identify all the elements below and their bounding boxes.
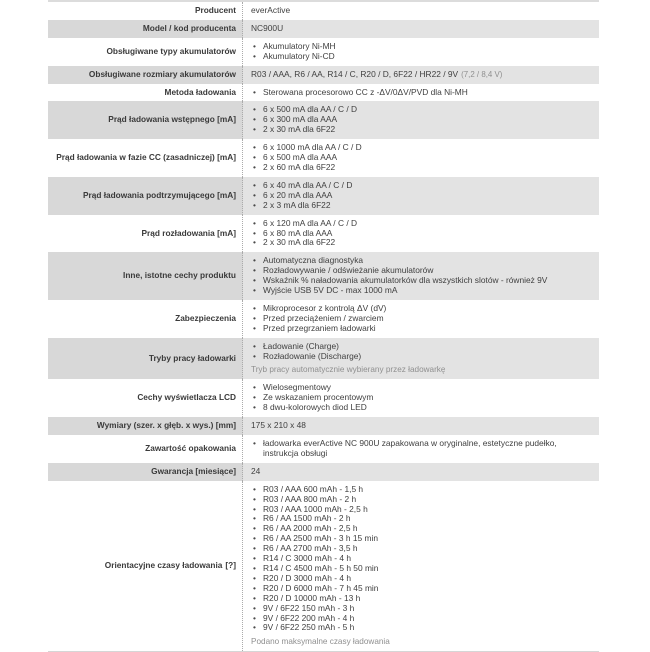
spec-row-label (48, 417, 243, 435)
spec-row-value (243, 215, 599, 253)
spec-bullet-list (251, 485, 591, 634)
spec-label-text: Zawartość opakowania (145, 442, 236, 453)
spec-bullet-item: • R20 / D 3000 mAh - 4 h (251, 574, 591, 584)
spec-bullet-item: • 6 x 20 mA dla AAA (251, 191, 591, 201)
spec-bullet-item: • Rozładowywanie / odświeżanie akumulatorów (251, 266, 591, 276)
spec-bullet-item: • 8 dwu-kolorowych diod LED (251, 403, 591, 413)
spec-row-value (243, 417, 599, 435)
spec-bullet-item: • Wyjście USB 5V DC - max 1000 mA (251, 286, 591, 296)
spec-row (48, 463, 599, 481)
spec-label-text: Gwarancja [miesiące] (151, 465, 236, 476)
spec-bullet-item: • Mikroprocesor z kontrolą ΔV (dV) (251, 304, 591, 314)
spec-bullet-item: • Przed przegrzaniem ładowarki (251, 324, 591, 334)
spec-row-label (48, 463, 243, 481)
spec-bullet-list (251, 42, 591, 62)
spec-bullet-list (251, 383, 591, 413)
spec-row (48, 435, 599, 463)
spec-row-value (243, 338, 599, 380)
spec-bullet-item: • R03 / AAA 800 mAh - 2 h (251, 495, 591, 505)
spec-bullet-item: • 6 x 300 mA dla AAA (251, 115, 591, 125)
spec-value-text (251, 6, 591, 16)
spec-row-value (243, 481, 599, 652)
spec-bullet-item: • Akumulatory Ni-CD (251, 52, 591, 62)
spec-bullet-item: • Wielosegmentowy (251, 383, 591, 393)
spec-bullet-item: • R03 / AAA 600 mAh - 1,5 h (251, 485, 591, 495)
spec-label-text: Inne, istotne cechy produktu (123, 270, 236, 281)
spec-bullet-item: • 2 x 30 mA dla 6F22 (251, 125, 591, 135)
spec-value-text (251, 467, 591, 477)
spec-row-label (48, 379, 243, 417)
spec-bullet-item: • 2 x 60 mA dla 6F22 (251, 163, 591, 173)
spec-row-label (48, 300, 243, 338)
spec-bullet-item: • 2 x 30 mA dla 6F22 (251, 238, 591, 248)
spec-bullet-item: • Ze wskazaniem procentowym (251, 393, 591, 403)
spec-label-text: Model / kod producenta (142, 22, 236, 33)
spec-bullet-item: • R6 / AA 2700 mAh - 3,5 h (251, 544, 591, 554)
spec-bullet-item: • 9V / 6F22 150 mAh - 3 h (251, 604, 591, 614)
spec-bullet-item: • Automatyczna diagnostyka (251, 256, 591, 266)
spec-row-label (48, 139, 243, 177)
spec-value-text (251, 421, 591, 431)
spec-bullet-item: • R6 / AA 2000 mAh - 2,5 h (251, 524, 591, 534)
spec-bullet-item: • R20 / D 10000 mAh - 13 h (251, 594, 591, 604)
spec-row-label (48, 177, 243, 215)
spec-bullet-list (251, 181, 591, 211)
spec-row (48, 20, 599, 38)
spec-bullet-list (251, 88, 591, 98)
spec-bullet-item: • 6 x 500 mA dla AA / C / D (251, 105, 591, 115)
spec-row (48, 300, 599, 338)
spec-label-text: Orientacyjne czasy ładowania (104, 560, 223, 571)
spec-bullet-item: • R14 / C 4500 mAh - 5 h 50 min (251, 564, 591, 574)
spec-value-main: 175 x 210 x 48 (251, 420, 306, 431)
spec-bullet-item: • 6 x 40 mA dla AA / C / D (251, 181, 591, 191)
spec-bullet-item: • Akumulatory Ni-MH (251, 42, 591, 52)
spec-row (48, 252, 599, 300)
spec-row (48, 338, 599, 380)
spec-row-value (243, 139, 599, 177)
spec-bullet-item: • 9V / 6F22 250 mAh - 5 h (251, 623, 591, 633)
spec-bullet-item: • Ładowanie (Charge) (251, 342, 591, 352)
spec-bullet-list (251, 105, 591, 135)
spec-bullet-list (251, 304, 591, 334)
spec-value-text (251, 70, 591, 80)
spec-label-text: Tryby pracy ładowarki (148, 352, 236, 363)
spec-bullet-list (251, 342, 591, 362)
spec-bullet-item: • R03 / AAA 1000 mAh - 2,5 h (251, 505, 591, 515)
spec-bullet-item: • Wskaźnik % naładowania akumulatorków dla wszystkich slotów - również 9V (251, 276, 591, 286)
spec-row-label (48, 481, 243, 652)
spec-row (48, 417, 599, 435)
spec-row-value (243, 463, 599, 481)
spec-row-label (48, 2, 243, 20)
spec-row-label (48, 66, 243, 84)
spec-bullet-list (251, 439, 591, 459)
spec-label-text: Obsługiwane rozmiary akumulatorów (88, 68, 236, 79)
spec-row (48, 481, 599, 652)
spec-row-value (243, 300, 599, 338)
spec-row-value (243, 84, 599, 102)
spec-row-label (48, 20, 243, 38)
spec-bullet-item: • 6 x 500 mA dla AAA (251, 153, 591, 163)
spec-row-note: Podano maksymalne czasy ładowania (251, 637, 390, 647)
spec-value-main: 24 (251, 465, 261, 476)
spec-value-suffix: (7,2 / 8,4 V) (461, 69, 503, 79)
spec-row (48, 38, 599, 66)
spec-bullet-item: • 6 x 120 mA dla AA / C / D (251, 219, 591, 229)
spec-row-label (48, 101, 243, 139)
spec-bullet-list (251, 256, 591, 296)
spec-row-value (243, 66, 599, 84)
spec-bullet-item: • ładowarka everActive NC 900U zapakowana w oryginalne, estetyczne pudełko, instrukcja obsługi (251, 439, 591, 459)
spec-label-text: Prąd ładowania wstępnego [mA] (108, 114, 236, 125)
spec-row-label (48, 215, 243, 253)
spec-row-label (48, 338, 243, 380)
spec-row-label (48, 252, 243, 300)
spec-label-text: Cechy wyświetlacza LCD (137, 392, 236, 403)
spec-bullet-list (251, 143, 591, 173)
spec-bullet-list (251, 219, 591, 249)
spec-label-text: Prąd rozładowania [mA] (141, 227, 236, 238)
spec-row-label (48, 84, 243, 102)
spec-bullet-item: • R6 / AA 2500 mAh - 3 h 15 min (251, 534, 591, 544)
spec-bullet-item: • R6 / AA 1500 mAh - 2 h (251, 514, 591, 524)
spec-row-value (243, 2, 599, 20)
spec-row-value (243, 435, 599, 463)
spec-label-text: Prąd ładowania w fazie CC (zasadniczej) [mA] (56, 152, 236, 163)
spec-row-value (243, 379, 599, 417)
spec-value-main: NC900U (251, 22, 284, 33)
product-spec-table (48, 0, 599, 652)
spec-row (48, 66, 599, 84)
spec-row (48, 379, 599, 417)
spec-bullet-item: • 9V / 6F22 200 mAh - 4 h (251, 614, 591, 624)
spec-row-value (243, 20, 599, 38)
spec-row (48, 2, 599, 20)
spec-bullet-item: • Rozładowanie (Discharge) (251, 352, 591, 362)
spec-row (48, 84, 599, 102)
spec-value-main: R03 / AAA, R6 / AA, R14 / C, R20 / D, 6F22 / HR22 / 9V (251, 68, 459, 79)
spec-row-label (48, 38, 243, 66)
spec-row (48, 177, 599, 215)
spec-bullet-item: • R20 / D 6000 mAh - 7 h 45 min (251, 584, 591, 594)
spec-bullet-item: • 2 x 3 mA dla 6F22 (251, 201, 591, 211)
spec-bullet-item: • 6 x 80 mA dla AAA (251, 229, 591, 239)
help-icon[interactable]: [?] (225, 560, 236, 571)
spec-row-value (243, 101, 599, 139)
spec-label-text: Producent (194, 5, 236, 15)
spec-row-label (48, 435, 243, 463)
spec-label-text: Prąd ładowania podtrzymującego [mA] (82, 189, 236, 200)
spec-label-text: Obsługiwane typy akumulatorów (106, 45, 236, 56)
spec-value-main: everActive (251, 5, 291, 15)
spec-row (48, 139, 599, 177)
spec-row-value (243, 38, 599, 66)
spec-row (48, 215, 599, 253)
spec-value-text (251, 24, 591, 34)
spec-label-text: Wymiary (szer. x głęb. x wys.) [mm] (96, 420, 236, 431)
spec-bullet-item: • Sterowana procesorowo CC z -ΔV/0ΔV/PVD dla Ni-MH (251, 88, 591, 98)
spec-label-text: Metoda ładowania (164, 86, 236, 97)
spec-label-text: Zabezpieczenia (175, 312, 236, 323)
spec-row-note: Tryb pracy automatycznie wybierany przez ładowarkę (251, 365, 446, 375)
spec-bullet-item: • Przed przeciążeniem / zwarciem (251, 314, 591, 324)
spec-bullet-item: • 6 x 1000 mA dla AA / C / D (251, 143, 591, 153)
spec-row-value (243, 177, 599, 215)
spec-row (48, 101, 599, 139)
spec-bullet-item: • R14 / C 3000 mAh - 4 h (251, 554, 591, 564)
spec-row-value (243, 252, 599, 300)
